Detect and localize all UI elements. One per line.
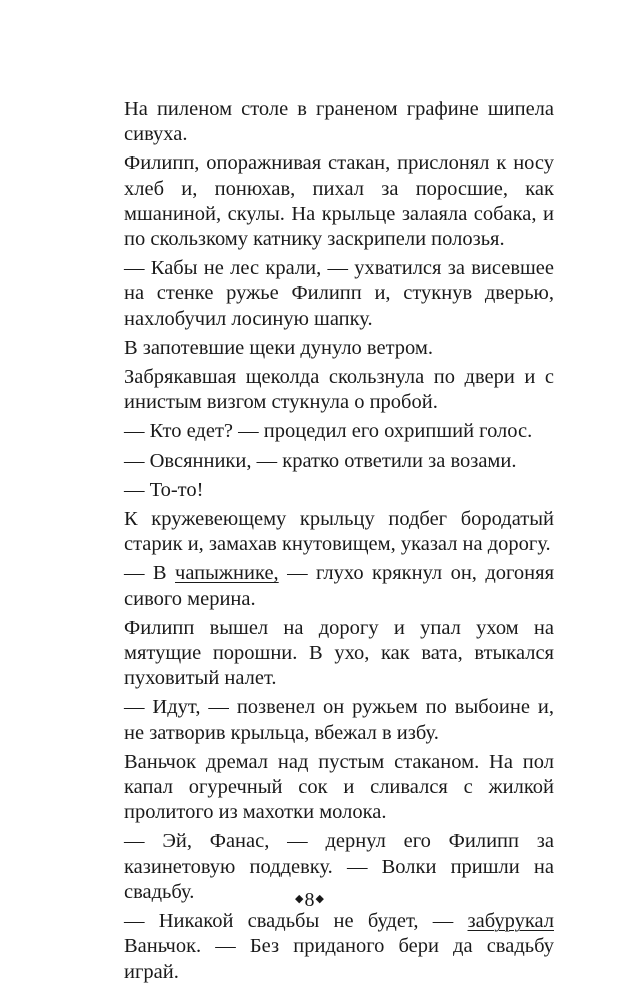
paragraph: — Эй, Фанас, — дернул его Филипп за казинетовую поддевку. — Волки пришли на свадьбу. xyxy=(124,830,554,903)
paragraph: — Кабы не лес крали, — ухватился за висевшее на стенке ружье Филипп и, стукнув дверью, нахлобучил лосиную шапку. xyxy=(124,257,554,330)
paragraph: — Идут, — позвенел он ружьем по выбоине и, не затворив крыльца, вбежал в избу. xyxy=(124,696,554,744)
underlined-word[interactable]: забурукал xyxy=(467,910,554,933)
paragraph xyxy=(124,909,554,985)
page-number: 8 xyxy=(304,889,315,911)
paragraph: К кружевеющему крыльцу подбег бородатый старик и, замахав кнутовищем, указал на дорогу. xyxy=(124,508,554,556)
paragraph-text: Ваньчок. — Без приданого бери да свадьбу играй. xyxy=(124,935,554,983)
paragraph: — Кто едет? — процедил его охрипший голос. xyxy=(124,420,533,443)
paragraph: — То-то! xyxy=(124,478,204,501)
underlined-word[interactable]: чапыжнике, xyxy=(175,562,279,585)
diamond-ornament-icon: ◆ xyxy=(315,893,324,906)
paragraph: На пиленом столе в граненом графине шипела сивуха. xyxy=(124,98,554,146)
page-number-footer xyxy=(0,888,619,913)
paragraph xyxy=(124,561,554,611)
body-text xyxy=(124,97,554,989)
paragraph: Филипп вышел на дорогу и упал ухом на мятущие порошни. В ухо, как вата, втыкался пуховитый налет. xyxy=(124,616,554,690)
paragraph-text: — В xyxy=(124,562,176,585)
paragraph: В запотевшие щеки дунуло ветром. xyxy=(124,336,434,359)
diamond-ornament-icon: ◆ xyxy=(295,893,304,906)
paragraph: Ваньчок дремал над пустым стаканом. На пол капал огуречный сок и сливался с жилкой пролитого из махотки молока. xyxy=(124,750,554,824)
paragraph-text: — Никакой свадьбы не будет, — xyxy=(124,910,468,933)
paragraph: Забрякавшая щеколда скользнула по двери и с инистым визгом стукнула о пробой. xyxy=(124,366,554,414)
paragraph: Филипп, опоражнивая стакан, прислонял к носу хлеб и, понюхав, пихал за поросшие, как мшаниной, скулы. На крыльце залаяла собака, и по скользкому катнику заскрипели полозья. xyxy=(124,152,554,251)
paragraph: — Овсянники, — кратко ответили за возами. xyxy=(124,449,517,472)
paragraph-text: — глухо крякнул он, догоняя сивого мерина. xyxy=(124,562,554,610)
